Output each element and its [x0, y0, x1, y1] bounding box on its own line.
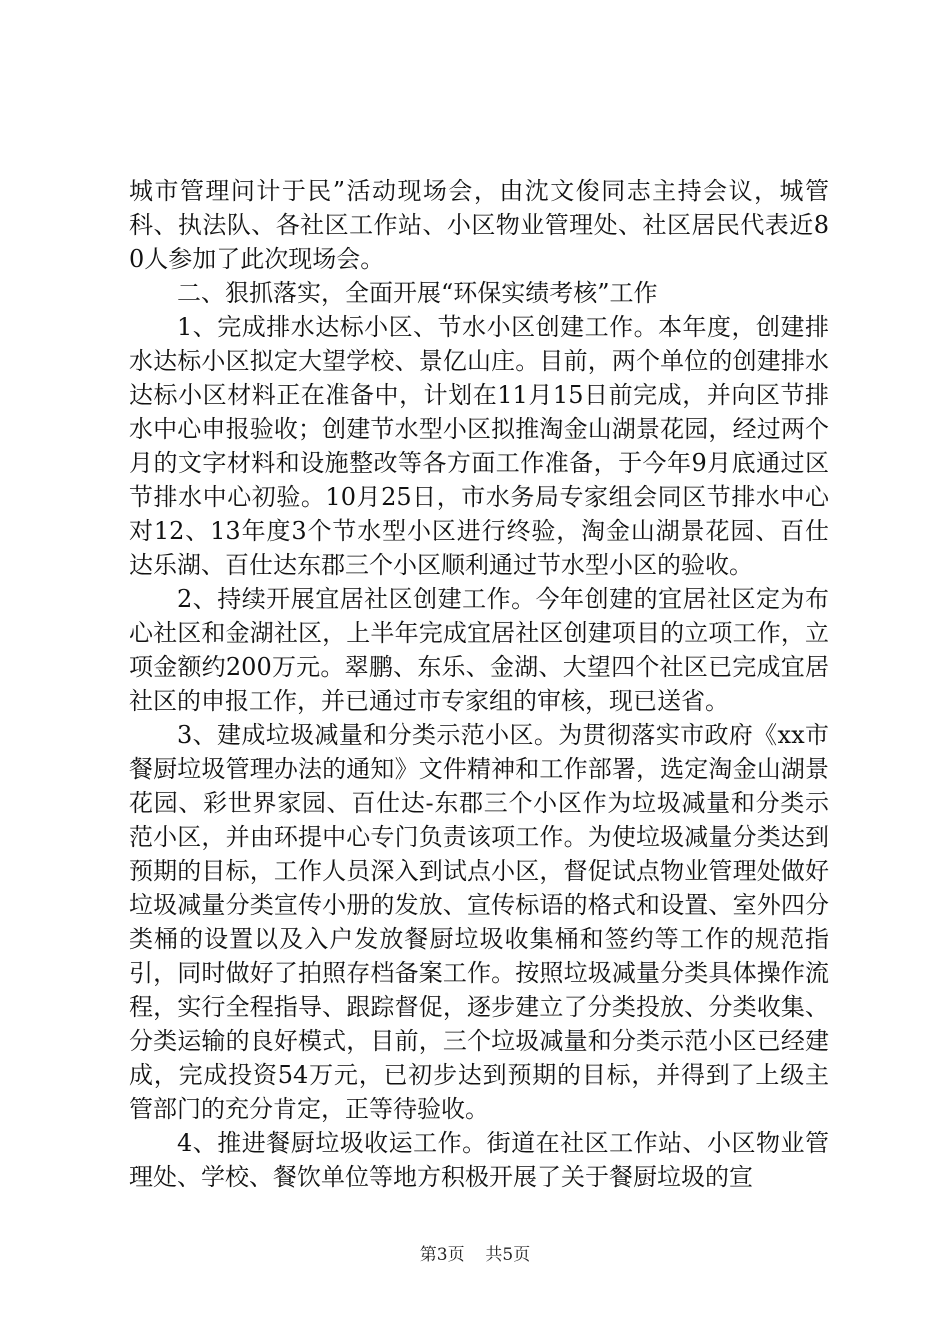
- paragraph-item-2: 2、持续开展宜居社区创建工作。今年创建的宜居社区定为布心社区和金湖社区，上半年完成宜居社区创建项目的立项工作，立项金额约200万元。翠鹏、东乐、金湖、大望四个社区已完成宜居社区的申报工作，并已通过市专家组的审核，现已送省。: [129, 585, 829, 715]
- paragraph-item-3: 3、建成垃圾减量和分类示范小区。为贯彻落实市政府《xx市餐厨垃圾管理办法的通知》文件精神和工作部署，选定淘金山湖景花园、彩世界家园、百仕达-东郡三个小区作为垃圾减量和分类示范小区，并由环提中心专门负责该项工作。为使垃圾减量分类达到预期的目标，工作人员深入到试点小区，督促试点物业管理处做好垃圾减量分类宣传小册的发放、宣传标语的格式和设置、室外四分类桶的设置以及入户发放餐厨垃圾收集桶和签约等工作的规范指引，同时做好了拍照存档备案工作。按照垃圾减量分类具体操作流程，实行全程指导、跟踪督促，逐步建立了分类投放、分类收集、分类运输的良好模式，目前，三个垃圾减量和分类示范小区已经建成，完成投资54万元，已初步达到预期的目标，并得到了上级主管部门的充分肯定，正等待验收。: [129, 721, 829, 1123]
- paragraph-item-1: 1、完成排水达标小区、节水小区创建工作。本年度，创建排水达标小区拟定大望学校、景亿山庄。目前，两个单位的创建排水达标小区材料正在准备中，计划在11月15日前完成，并向区节排水中心申报验收；创建节水型小区拟推淘金山湖景花园，经过两个月的文字材料和设施整改等各方面工作准备，于今年9月底通过区节排水中心初验。10月25日，市水务局专家组会同区节排水中心对12、13年度3个节水型小区进行终验，淘金山湖景花园、百仕达乐湖、百仕达东郡三个小区顺利通过节水型小区的验收。: [129, 313, 829, 579]
- page-total: 共5页: [485, 1245, 531, 1265]
- paragraph-continuation: 城市管理问计于民”活动现场会，由沈文俊同志主持会议，城管科、执法队、各社区工作站、小区物业管理处、社区居民代表近80人参加了此次现场会。: [129, 177, 829, 273]
- page-footer: [0, 1240, 950, 1265]
- page-number: 第3页: [419, 1245, 465, 1265]
- section-heading: 二、狠抓落实，全面开展“环保实绩考核”工作: [177, 279, 658, 307]
- document-body: [129, 174, 829, 1194]
- paragraph-item-4: 4、推进餐厨垃圾收运工作。街道在社区工作站、小区物业管理处、学校、餐饮单位等地方积极开展了关于餐厨垃圾的宣: [129, 1129, 829, 1191]
